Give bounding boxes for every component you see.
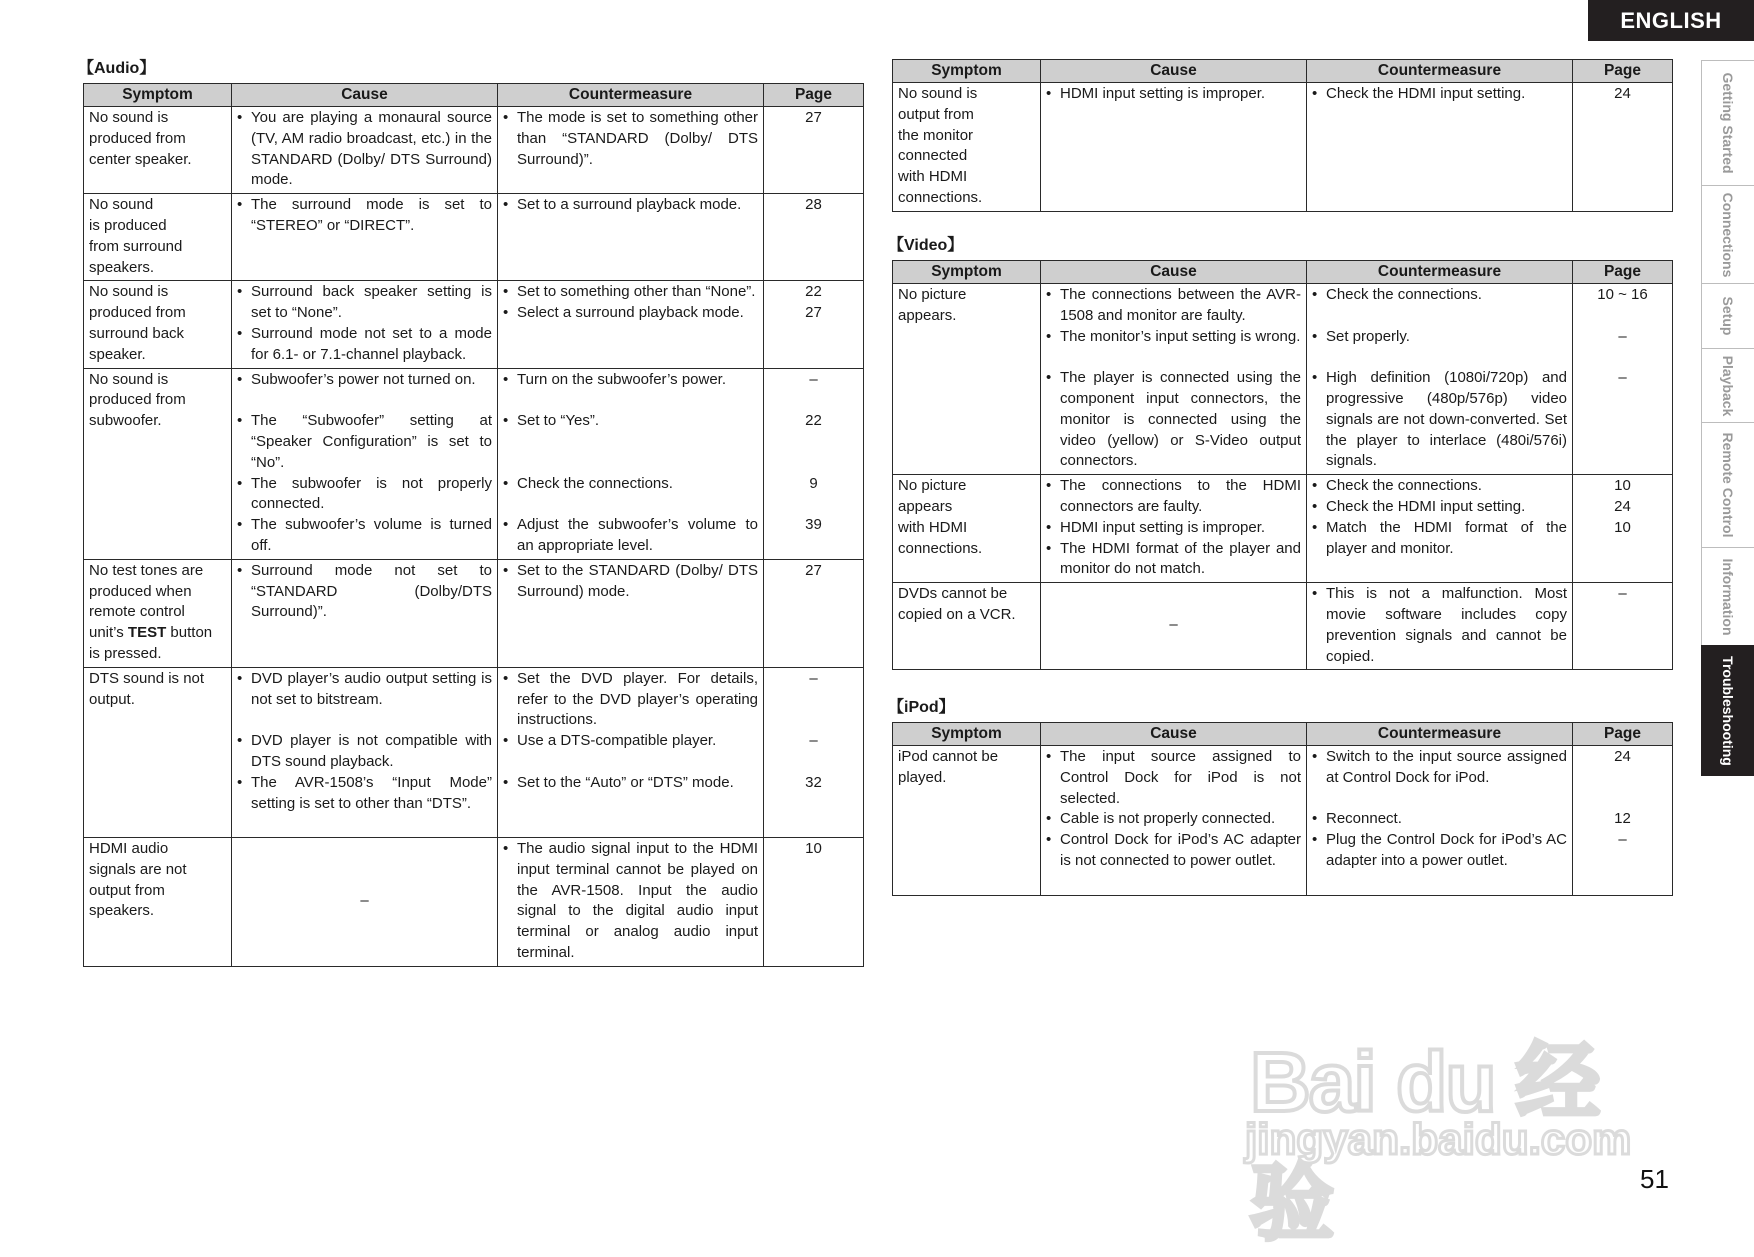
cause-item — [1046, 518, 1301, 539]
countermeasure-item — [503, 731, 758, 773]
symptom-header: Symptom — [893, 60, 1041, 83]
symptom-cell — [893, 746, 1041, 896]
countermeasure-item — [503, 669, 758, 731]
page-ref: 27 — [805, 304, 822, 322]
side-tab-connections[interactable] — [1701, 185, 1754, 283]
cause-text: Surround mode not set to a mode for 6.1- or 7.1-channel playback. — [251, 324, 492, 363]
cause-cell — [1041, 83, 1307, 212]
countermeasure-text: Check the connections. — [517, 474, 673, 492]
ipod-table — [892, 722, 1673, 896]
page-cell — [1573, 475, 1673, 583]
bullet-icon: • — [1046, 748, 1052, 765]
symptom-header: Symptom — [893, 723, 1041, 746]
bullet-icon: • — [1312, 497, 1318, 515]
hdmi-table-header — [893, 60, 1673, 83]
side-tab-label: Connections — [1720, 192, 1736, 277]
cause-item — [1046, 285, 1301, 327]
symptom-text: DVDs cannot be copied on a VCR. — [898, 585, 1016, 623]
page-ref: 27 — [805, 561, 822, 579]
countermeasure-cell — [1307, 284, 1573, 475]
audio-table — [83, 83, 864, 967]
page-ref: 10 — [805, 840, 822, 858]
countermeasure-text: Set to the STANDARD (Dolby/ DTS Surround) mode. — [517, 561, 758, 600]
cause-text: DVD player is not compatible with DTS sound playback. — [251, 732, 492, 770]
countermeasure-text: Select a surround playback mode. — [517, 304, 744, 322]
symptom-text: No sound is output from the monitor connected with HDMI connections. — [898, 85, 983, 206]
countermeasure-text: Check the HDMI input setting. — [1326, 497, 1526, 515]
cause-text: The AVR-1508’s “Input Mode” setting is set to other than “DTS”. — [251, 773, 492, 812]
video-table — [892, 260, 1673, 670]
symptom-cell — [84, 107, 232, 194]
countermeasure-item — [1312, 285, 1567, 327]
countermeasure-text: Switch to the input source assigned at Control Dock for iPod. — [1326, 748, 1567, 786]
watermark-sub-text: jingyan.baidu.com — [1245, 1115, 1632, 1164]
bullet-icon: • — [1046, 85, 1052, 102]
countermeasure-text: Turn on the subwoofer’s power. — [517, 370, 727, 388]
hdmi-sound-table — [892, 59, 1673, 212]
page-ref: 24 — [1614, 497, 1631, 515]
cause-header: Cause — [1041, 261, 1307, 284]
page-header: Page — [1573, 723, 1673, 746]
bullet-icon: • — [1312, 477, 1318, 495]
symptom-text: No picture appears with HDMI connections. — [898, 477, 983, 557]
table-row — [84, 368, 864, 559]
countermeasure-item — [1312, 327, 1567, 369]
countermeasure-item — [1312, 476, 1567, 497]
page-header: Page — [764, 84, 864, 107]
countermeasure-item — [503, 411, 758, 473]
cause-item — [1046, 84, 1301, 105]
cause-text: Control Dock for iPod’s AC adapter is not connected to power outlet. — [1060, 831, 1301, 869]
bullet-icon: • — [237, 474, 243, 492]
page-ref: 32 — [805, 773, 822, 791]
countermeasure-text: Set to the “Auto” or “DTS” mode. — [517, 773, 734, 791]
side-tab-label: Troubleshooting — [1720, 656, 1736, 766]
countermeasure-item — [1312, 584, 1567, 667]
countermeasure-cell — [498, 667, 764, 837]
table-row — [84, 194, 864, 281]
cause-dash: – — [1169, 616, 1178, 634]
countermeasure-cell — [1307, 475, 1573, 583]
symptom-text: HDMI audio signals are not output from speakers. — [89, 840, 187, 920]
cause-cell — [1041, 284, 1307, 475]
page-header: Page — [1573, 261, 1673, 284]
countermeasure-cell — [498, 281, 764, 368]
bullet-icon: • — [503, 840, 509, 858]
cause-item — [1046, 327, 1301, 369]
symptom-cell — [893, 284, 1041, 475]
cause-item — [237, 731, 492, 773]
cause-item — [1046, 476, 1301, 518]
table-row — [84, 667, 864, 837]
bullet-icon: • — [1046, 831, 1052, 849]
table-row — [84, 838, 864, 967]
symptom-text: DTS sound is not output. — [89, 669, 205, 708]
page-ref: 10 — [1614, 518, 1631, 536]
table-row — [84, 107, 864, 194]
cause-item — [237, 561, 492, 623]
bullet-icon: • — [1312, 286, 1318, 303]
cause-item — [237, 411, 492, 473]
page-ref: – — [1618, 327, 1627, 345]
cause-cell — [1041, 746, 1307, 896]
page-ref: – — [1618, 369, 1627, 387]
countermeasure-header: Countermeasure — [1307, 261, 1573, 284]
symptom-cell — [893, 475, 1041, 583]
countermeasure-item — [1312, 747, 1567, 809]
symptom-text: No sound is produced from subwoofer. — [89, 370, 186, 430]
cause-text: DVD player’s audio output setting is not set to bitstream. — [251, 669, 492, 708]
page-cell — [1573, 746, 1673, 896]
countermeasure-cell — [1307, 83, 1573, 212]
countermeasure-text: Check the HDMI input setting. — [1326, 85, 1526, 102]
page-cell — [1573, 284, 1673, 475]
countermeasure-header: Countermeasure — [498, 84, 764, 107]
page-cell — [1573, 83, 1673, 212]
cause-text: Surround mode not set to “STANDARD (Dolby/DTS Surround)”. — [251, 561, 492, 621]
countermeasure-item — [503, 108, 758, 170]
bullet-icon: • — [503, 732, 509, 750]
watermark-main-text: Bai du 经验 — [1250, 1035, 1599, 1250]
bullet-icon: • — [1046, 518, 1052, 536]
bullet-icon: • — [1046, 369, 1052, 387]
page-ref: – — [809, 732, 818, 750]
side-tab-label: Getting Started — [1720, 72, 1736, 174]
cause-item — [1046, 830, 1301, 892]
symptom-cell — [84, 838, 232, 967]
language-badge: ENGLISH — [1588, 0, 1754, 41]
bullet-icon: • — [503, 283, 509, 301]
cause-text: You are playing a monaural source (TV, AM radio broadcast, etc.) in the STANDARD (Dolby/ DTS Surround) mode. — [251, 109, 492, 189]
side-tab-label: Playback — [1720, 355, 1736, 416]
cause-text: Subwoofer’s power not turned on. — [251, 370, 476, 388]
page-ref: 10 — [1614, 477, 1631, 495]
symptom-text-end: button is pressed. — [89, 624, 213, 662]
countermeasure-text: Match the HDMI format of the player and monitor. — [1326, 518, 1567, 557]
bullet-icon: • — [237, 732, 243, 750]
cause-header: Cause — [1041, 60, 1307, 83]
bullet-icon: • — [1312, 518, 1318, 536]
side-tab-playback[interactable] — [1701, 348, 1754, 422]
countermeasure-cell — [498, 194, 764, 281]
countermeasure-text: Adjust the subwoofer’s volume to an appropriate level. — [517, 516, 758, 554]
cause-item — [1046, 368, 1301, 472]
cause-text: The input source assigned to Control Dock for iPod is not selected. — [1060, 748, 1301, 807]
page-ref: – — [809, 669, 818, 687]
countermeasure-item — [503, 370, 758, 412]
table-row — [893, 746, 1673, 896]
countermeasure-cell — [1307, 583, 1573, 670]
bullet-icon: • — [1046, 477, 1052, 495]
symptom-cell — [84, 281, 232, 368]
symptom-text: No test tones are produced when remote control unit’s — [89, 561, 204, 642]
countermeasure-item — [503, 282, 758, 303]
cause-cell — [232, 667, 498, 837]
bullet-icon: • — [503, 412, 509, 430]
countermeasure-text: Check the connections. — [1326, 477, 1482, 495]
page-ref: – — [1618, 831, 1627, 849]
page-cell — [764, 281, 864, 368]
side-tab-information[interactable] — [1701, 547, 1754, 645]
countermeasure-item — [1312, 497, 1567, 518]
cause-header: Cause — [1041, 723, 1307, 746]
bullet-icon: • — [237, 109, 243, 126]
page-ref: 9 — [809, 474, 818, 492]
countermeasure-text: This is not a malfunction. Most movie software includes copy prevention signals and cannot be copied. — [1326, 585, 1567, 665]
bullet-icon: • — [1312, 369, 1318, 387]
bullet-icon: • — [237, 283, 243, 301]
countermeasure-text: Reconnect. — [1326, 810, 1402, 828]
cause-cell — [232, 559, 498, 667]
symptom-cell — [84, 667, 232, 837]
bullet-icon: • — [503, 196, 509, 214]
table-row — [893, 284, 1673, 475]
page-number: 51 — [1640, 1164, 1669, 1194]
page-ref: 24 — [1614, 748, 1631, 765]
page-cell — [764, 559, 864, 667]
side-tab-troubleshooting[interactable] — [1701, 645, 1754, 776]
cause-item — [1046, 539, 1301, 581]
bullet-icon: • — [1312, 585, 1318, 603]
cause-text: Surround back speaker setting is set to “None”. — [251, 283, 492, 322]
bullet-icon: • — [503, 304, 509, 322]
cause-cell — [232, 281, 498, 368]
countermeasure-item — [503, 303, 758, 324]
symptom-header: Symptom — [893, 261, 1041, 284]
bullet-icon: • — [1312, 748, 1318, 765]
countermeasure-header: Countermeasure — [1307, 723, 1573, 746]
countermeasure-text: Set to something other than “None”. — [517, 283, 756, 301]
countermeasure-item — [1312, 368, 1567, 472]
countermeasure-text: Set properly. — [1326, 327, 1410, 345]
bullet-icon: • — [503, 516, 509, 534]
symptom-cell — [893, 583, 1041, 670]
section-title-audio: 【Audio】 — [78, 60, 156, 77]
bullet-icon: • — [237, 773, 243, 791]
page-ref: – — [809, 370, 818, 388]
countermeasure-text: Set to a surround playback mode. — [517, 196, 742, 214]
bullet-icon: • — [237, 669, 243, 687]
bullet-icon: • — [237, 324, 243, 342]
bullet-icon: • — [1046, 286, 1052, 303]
table-row — [84, 559, 864, 667]
countermeasure-item — [503, 839, 758, 964]
cause-text: The connections to the HDMI connectors are faulty. — [1060, 477, 1301, 515]
cause-item — [237, 370, 492, 412]
symptom-cell — [893, 83, 1041, 212]
cause-text: The surround mode is set to “STEREO” or “DIRECT”. — [251, 196, 492, 234]
page-ref: 22 — [805, 412, 822, 430]
cause-text: The HDMI format of the player and monitor do not match. — [1060, 539, 1301, 578]
page-ref: 39 — [805, 516, 822, 534]
symptom-text: No sound is produced from surround speakers. — [89, 196, 183, 276]
cause-item — [237, 108, 492, 191]
symptom-text: iPod cannot be played. — [898, 748, 999, 786]
countermeasure-text: High definition (1080i/720p) and progressive (480p/576p) video signals are not down-converted. Set the player to interlace (480i/576i) signals. — [1326, 369, 1567, 470]
cause-header: Cause — [232, 84, 498, 107]
countermeasure-cell — [498, 368, 764, 559]
countermeasure-text: Check the connections. — [1326, 286, 1482, 303]
cause-item — [237, 195, 492, 237]
countermeasure-cell — [498, 559, 764, 667]
bullet-icon: • — [1312, 327, 1318, 345]
bullet-icon: • — [1312, 85, 1318, 102]
countermeasure-item — [1312, 830, 1567, 892]
cause-cell — [232, 368, 498, 559]
side-tab-setup[interactable] — [1701, 283, 1754, 348]
cause-text: The subwoofer is not properly connected. — [251, 474, 492, 513]
cause-text: The connections between the AVR-1508 and monitor are faulty. — [1060, 286, 1301, 324]
table-row — [893, 583, 1673, 670]
bullet-icon: • — [1312, 810, 1318, 828]
countermeasure-text: Set the DVD player. For details, refer to the DVD player’s operating instructions. — [517, 669, 758, 729]
countermeasure-header: Countermeasure — [1307, 60, 1573, 83]
cause-item — [237, 324, 492, 366]
page-ref: 22 — [805, 283, 822, 301]
countermeasure-item — [503, 773, 758, 835]
countermeasure-cell — [498, 107, 764, 194]
page-cell — [764, 107, 864, 194]
side-tab-label: Remote Control — [1720, 432, 1736, 538]
countermeasure-text: The audio signal input to the HDMI input terminal cannot be played on the AVR-1508. Input the audio signal to the digital audio input terminal or analog audio input terminal. — [517, 840, 758, 962]
countermeasure-item — [1312, 518, 1567, 560]
side-tab-remote-control[interactable] — [1701, 422, 1754, 547]
cause-text: The player is connected using the component input connectors, the monitor is connected using the video (yellow) or S-Video output connectors. — [1060, 369, 1301, 470]
ipod-table-header — [893, 723, 1673, 746]
cause-item — [237, 669, 492, 731]
side-tab-label: Information — [1720, 558, 1736, 635]
symptom-cell — [84, 194, 232, 281]
page-ref: – — [1618, 585, 1627, 603]
cause-text: HDMI input setting is improper. — [1060, 85, 1266, 102]
side-tab-label: Setup — [1720, 296, 1736, 336]
page-cell — [764, 194, 864, 281]
countermeasure-text: The mode is set to something other than “STANDARD (Dolby/ DTS Surround)”. — [517, 109, 758, 168]
table-row — [893, 83, 1673, 212]
bullet-icon: • — [503, 370, 509, 388]
cause-item — [1046, 747, 1301, 809]
cause-dash: – — [360, 892, 369, 910]
countermeasure-item — [503, 515, 758, 557]
countermeasure-cell — [498, 838, 764, 967]
symptom-cell — [84, 368, 232, 559]
countermeasure-text: Plug the Control Dock for iPod’s AC adapter into a power outlet. — [1326, 831, 1567, 869]
video-table-header — [893, 261, 1673, 284]
symptom-button-name: TEST — [127, 624, 167, 642]
countermeasure-item — [503, 561, 758, 603]
side-navigation — [1701, 60, 1754, 776]
cause-cell — [1041, 475, 1307, 583]
page-header: Page — [1573, 60, 1673, 83]
cause-text: The monitor’s input setting is wrong. — [1060, 327, 1301, 345]
section-title-video: 【Video】 — [888, 237, 964, 254]
side-tab-getting-started[interactable] — [1701, 60, 1754, 185]
cause-text: The “Subwoofer” setting at “Speaker Configuration” is set to “No”. — [251, 412, 492, 471]
table-row — [84, 281, 864, 368]
page-ref: 24 — [1614, 85, 1631, 102]
countermeasure-item — [503, 474, 758, 516]
cause-cell — [232, 194, 498, 281]
page-ref: 28 — [805, 196, 822, 214]
cause-text: HDMI input setting is improper. — [1060, 518, 1266, 536]
bullet-icon: • — [237, 561, 243, 579]
audio-table-header — [84, 84, 864, 107]
bullet-icon: • — [237, 196, 243, 214]
page-ref: 27 — [805, 109, 822, 126]
cause-item — [1046, 809, 1301, 830]
cause-item — [237, 773, 492, 835]
cause-text: The subwoofer’s volume is turned off. — [251, 516, 492, 554]
cause-item — [237, 474, 492, 516]
countermeasure-text: Use a DTS-compatible player. — [517, 732, 717, 750]
countermeasure-item — [503, 195, 758, 216]
cause-item — [237, 282, 492, 324]
section-title-ipod: 【iPod】 — [888, 699, 955, 716]
bullet-icon: • — [503, 109, 509, 126]
symptom-header: Symptom — [84, 84, 232, 107]
countermeasure-text: Set to “Yes”. — [517, 412, 599, 430]
bullet-icon: • — [1312, 831, 1318, 849]
countermeasure-item — [1312, 84, 1567, 105]
bullet-icon: • — [503, 773, 509, 791]
bullet-icon: • — [237, 516, 243, 534]
table-row — [893, 475, 1673, 583]
page-ref: 12 — [1614, 810, 1631, 828]
countermeasure-item — [1312, 809, 1567, 830]
page-cell — [1573, 583, 1673, 670]
cause-text: Cable is not properly connected. — [1060, 810, 1276, 828]
bullet-icon: • — [1046, 810, 1052, 828]
bullet-icon: • — [1046, 539, 1052, 557]
countermeasure-cell — [1307, 746, 1573, 896]
page-cell — [764, 368, 864, 559]
bullet-icon: • — [237, 370, 243, 388]
symptom-text: No sound is produced from center speaker. — [89, 109, 192, 168]
bullet-icon: • — [503, 669, 509, 687]
symptom-text: No sound is produced from surround back speaker. — [89, 283, 186, 363]
cause-cell — [232, 838, 498, 967]
cause-item — [237, 515, 492, 557]
page-ref: 10 ~ 16 — [1597, 286, 1648, 303]
bullet-icon: • — [503, 474, 509, 492]
cause-cell — [1041, 583, 1307, 670]
cause-cell — [232, 107, 498, 194]
symptom-text: No picture appears. — [898, 286, 967, 324]
page-cell — [764, 667, 864, 837]
bullet-icon: • — [503, 561, 509, 579]
bullet-icon: • — [1046, 327, 1052, 345]
page-cell — [764, 838, 864, 967]
bullet-icon: • — [237, 412, 243, 430]
symptom-cell — [84, 559, 232, 667]
